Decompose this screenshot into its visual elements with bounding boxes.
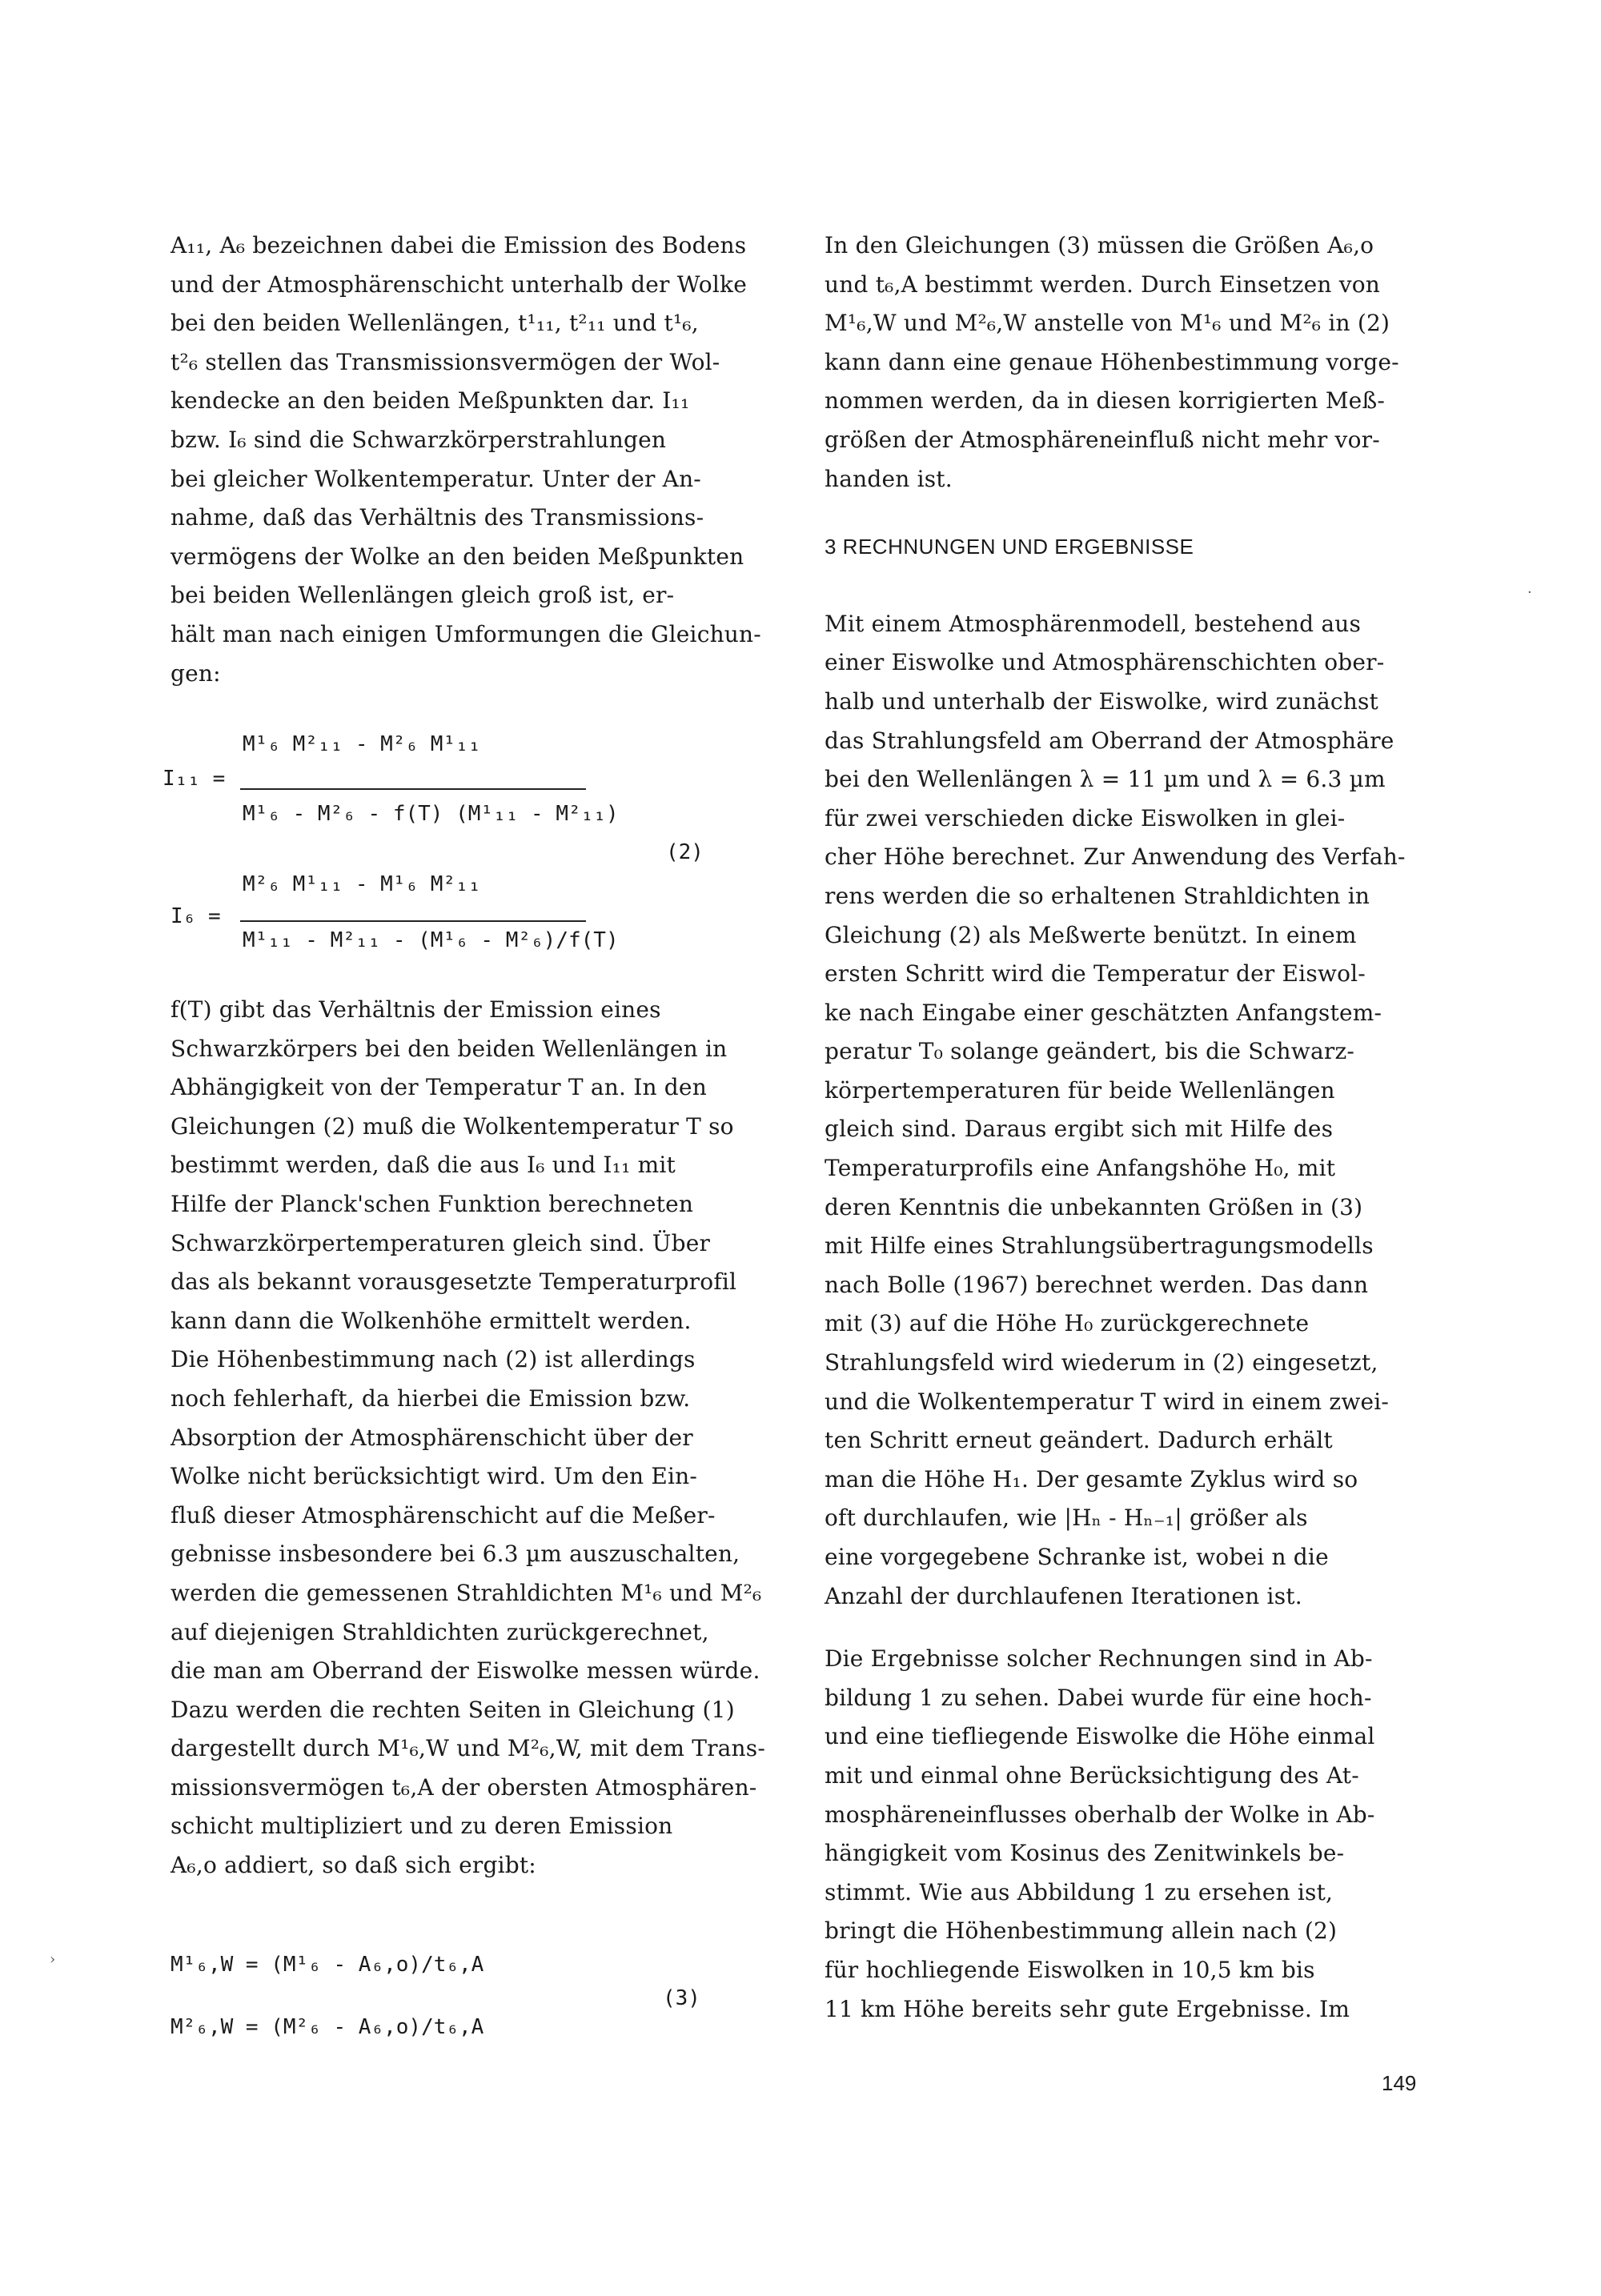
- text-line: dargestellt durch M¹₆,W und M²₆,W, mit dem Trans-: [171, 1735, 766, 1762]
- text-line: cher Höhe berechnet. Zur Anwendung des Verfah-: [825, 843, 1406, 871]
- left-paragraph-2: [171, 991, 803, 1885]
- text-line: ke nach Eingabe einer geschätzten Anfangstem-: [825, 999, 1382, 1026]
- text-line: bei den beiden Wellenlängen, t¹₁₁, t²₁₁ und t¹₆,: [171, 310, 699, 337]
- text-line: Dazu werden die rechten Seiten in Gleichung (1): [171, 1696, 735, 1723]
- left-paragraph-1: [171, 226, 787, 693]
- text-line: ten Schritt erneut geändert. Dadurch erhält: [825, 1427, 1333, 1454]
- text-line: t²₆ stellen das Transmissionsvermögen der Wol-: [171, 348, 720, 375]
- text-line: Die Höhenbestimmung nach (2) ist allerdings: [171, 1346, 696, 1373]
- text-line: hält man nach einigen Umformungen die Gleichun-: [171, 620, 761, 647]
- text-line: halb und unterhalb der Eiswolke, wird zunächst: [825, 687, 1379, 715]
- eq2-i6-fraction-bar: [240, 920, 586, 922]
- eq2-i6-numerator: M²₆ M¹₁₁ - M¹₆ M²₁₁: [243, 872, 481, 896]
- text-line: oft durchlaufen, wie |Hₙ - Hₙ₋₁| größer als: [825, 1505, 1308, 1532]
- text-line: Wolke nicht berücksichtigt wird. Um den Ein-: [171, 1463, 698, 1490]
- text-line: das Strahlungsfeld am Oberrand der Atmosphäre: [825, 727, 1394, 754]
- eq2-i11-fraction-bar: [240, 788, 586, 790]
- text-line: ersten Schritt wird die Temperatur der Eiswol-: [825, 960, 1366, 988]
- text-line: mit (3) auf die Höhe H₀ zurückgerechnete: [825, 1310, 1310, 1337]
- left-column-continued: [171, 991, 803, 1885]
- eq2-i11-denominator: M¹₆ - M²₆ - f(T) (M¹₁₁ - M²₁₁): [243, 802, 619, 826]
- text-line: körpertemperaturen für beide Wellenlängen: [825, 1076, 1335, 1104]
- text-line: hängigkeit vom Kosinus des Zenitwinkels be-: [825, 1840, 1345, 1867]
- text-line: peratur T₀ solange geändert, bis die Schwarz-: [825, 1038, 1355, 1065]
- text-line: stimmt. Wie aus Abbildung 1 zu ersehen ist,: [825, 1878, 1334, 1905]
- text-line: handen ist.: [825, 465, 953, 492]
- text-line: gebnisse insbesondere bei 6.3 µm auszuschalten,: [171, 1541, 740, 1568]
- text-line: und t₆,A bestimmt werden. Durch Einsetzen von: [825, 270, 1381, 298]
- text-line: fluß dieser Atmosphärenschicht auf die Meßer-: [171, 1501, 716, 1529]
- text-line: für zwei verschieden dicke Eiswolken in glei-: [825, 804, 1346, 831]
- text-line: bei beiden Wellenlängen gleich groß ist, er-: [171, 582, 675, 609]
- left-column: [171, 226, 787, 693]
- text-line: größen der Atmosphäreneinfluß nicht mehr vor-: [825, 426, 1380, 453]
- text-line: kann dann die Wolkenhöhe ermittelt werden.: [171, 1307, 692, 1334]
- text-line: und eine tiefliegende Eiswolke die Höhe einmal: [825, 1723, 1375, 1750]
- text-line: Mit einem Atmosphärenmodell, bestehend aus: [825, 610, 1362, 637]
- text-line: missionsvermögen t₆,A der obersten Atmosphären-: [171, 1773, 757, 1801]
- text-line: nach Bolle (1967) berechnet werden. Das dann: [825, 1271, 1369, 1298]
- text-line: rens werden die so erhaltenen Strahldichten in: [825, 882, 1370, 909]
- text-line: mit und einmal ohne Berücksichtigung des At-: [825, 1761, 1359, 1789]
- text-line: M¹₆,W und M²₆,W anstelle von M¹₆ und M²₆ in (2): [825, 310, 1390, 337]
- section-heading: 3 RECHNUNGEN UND ERGEBNISSE: [825, 535, 1194, 559]
- text-line: gen:: [171, 659, 221, 687]
- eq3-line-1: M¹₆,W = (M¹₆ - A₆,o)/t₆,A: [171, 1953, 484, 1977]
- right-column: [825, 226, 1457, 2029]
- text-line: schicht multipliziert und zu deren Emission: [171, 1813, 673, 1840]
- text-line: deren Kenntnis die unbekannten Größen in (3): [825, 1193, 1363, 1220]
- text-line: bzw. I₆ sind die Schwarzkörperstrahlungen: [171, 426, 667, 453]
- text-line: Schwarzkörpers bei den beiden Wellenlängen in: [171, 1035, 728, 1062]
- text-line: bringt die Höhenbestimmung allein nach (2): [825, 1917, 1338, 1945]
- eq2-i11-lhs: I₁₁ =: [163, 767, 226, 791]
- text-line: Schwarzkörpertemperaturen gleich sind. Über: [171, 1229, 711, 1256]
- text-line: A₆,o addiert, so daß sich ergibt:: [171, 1852, 536, 1879]
- text-line: Die Ergebnisse solcher Rechnungen sind in Ab-: [825, 1645, 1373, 1673]
- text-line: Strahlungsfeld wird wiederum in (2) eingesetzt,: [825, 1349, 1378, 1376]
- text-line: A₁₁, A₆ bezeichnen dabei die Emission des Bodens: [171, 232, 747, 258]
- text-line: Absorption der Atmosphärenschicht über der: [171, 1424, 693, 1451]
- text-line: Gleichungen (2) muß die Wolkentemperatur T so: [171, 1112, 734, 1140]
- text-line: und die Wolkentemperatur T wird in einem zwei-: [825, 1388, 1390, 1415]
- text-line: Hilfe der Planck'schen Funktion berechneten: [171, 1190, 694, 1217]
- text-line: Anzahl der durchlaufenen Iterationen ist.: [825, 1582, 1302, 1609]
- text-line: werden die gemessenen Strahldichten M¹₆ und M²₆: [171, 1579, 762, 1606]
- text-line: Temperaturprofils eine Anfangshöhe H₀, mit: [825, 1155, 1336, 1182]
- eq2-i6-denominator: M¹₁₁ - M²₁₁ - (M¹₆ - M²₆)/f(T): [243, 928, 619, 952]
- right-paragraph-3: [825, 1640, 1457, 2029]
- text-line: für hochliegende Eiswolken in 10,5 km bis: [825, 1956, 1315, 1983]
- right-paragraph-2: [825, 605, 1457, 1616]
- text-line: Gleichung (2) als Meßwerte benützt. In einem: [825, 921, 1357, 948]
- scan-mark: ·: [1527, 584, 1532, 601]
- eq2-label: (2): [666, 840, 704, 864]
- text-line: kendecke an den beiden Meßpunkten dar. I₁₁: [171, 387, 690, 415]
- text-line: mit Hilfe eines Strahlungsübertragungsmodells: [825, 1232, 1374, 1260]
- text-line: und der Atmosphärenschicht unterhalb der Wolke: [171, 270, 747, 298]
- text-line: bei gleicher Wolkentemperatur. Unter der An-: [171, 465, 701, 492]
- text-line: man die Höhe H₁. Der gesamte Zyklus wird so: [825, 1465, 1358, 1493]
- text-line: bestimmt werden, daß die aus I₆ und I₁₁ mit: [171, 1152, 676, 1179]
- text-line: eine vorgegebene Schranke ist, wobei n die: [825, 1544, 1329, 1570]
- text-line: mosphäreneinflusses oberhalb der Wolke in Ab-: [825, 1801, 1375, 1828]
- eq2-i11-numerator: M¹₆ M²₁₁ - M²₆ M¹₁₁: [243, 732, 481, 756]
- text-line: f(T) gibt das Verhältnis der Emission eines: [171, 996, 661, 1023]
- text-line: gleich sind. Daraus ergibt sich mit Hilfe des: [825, 1116, 1334, 1143]
- eq3-label: (3): [663, 1986, 700, 2010]
- scan-mark: ›: [50, 1951, 56, 1968]
- text-line: In den Gleichungen (3) müssen die Größen A₆,o: [825, 232, 1374, 258]
- text-line: nommen werden, da in diesen korrigierten Meß-: [825, 387, 1386, 415]
- text-line: 11 km Höhe bereits sehr gute Ergebnisse. Im: [825, 1995, 1350, 2022]
- text-line: die man am Oberrand der Eiswolke messen würde.: [171, 1657, 760, 1685]
- right-paragraph-1: [825, 226, 1457, 499]
- text-line: noch fehlerhaft, da hierbei die Emission bzw.: [171, 1384, 691, 1412]
- text-line: das als bekannt vorausgesetzte Temperaturprofil: [171, 1268, 737, 1296]
- eq2-i6-lhs: I₆ =: [171, 904, 221, 928]
- text-line: einer Eiswolke und Atmosphärenschichten ober-: [825, 649, 1385, 676]
- text-line: bildung 1 zu sehen. Dabei wurde für eine hoch-: [825, 1684, 1372, 1711]
- text-line: Abhängigkeit von der Temperatur T an. In den: [171, 1074, 707, 1101]
- text-line: vermögens der Wolke an den beiden Meßpunkten: [171, 543, 744, 570]
- text-line: nahme, daß das Verhältnis des Transmissions-: [171, 504, 704, 531]
- eq3-line-2: M²₆,W = (M²₆ - A₆,o)/t₆,A: [171, 2015, 484, 2039]
- text-line: kann dann eine genaue Höhenbestimmung vorge-: [825, 348, 1399, 375]
- text-line: bei den Wellenlängen λ = 11 µm und λ = 6.3 µm: [825, 766, 1386, 793]
- page-number: 149: [1382, 2071, 1417, 2095]
- text-line: auf diejenigen Strahldichten zurückgerechnet,: [171, 1618, 709, 1645]
